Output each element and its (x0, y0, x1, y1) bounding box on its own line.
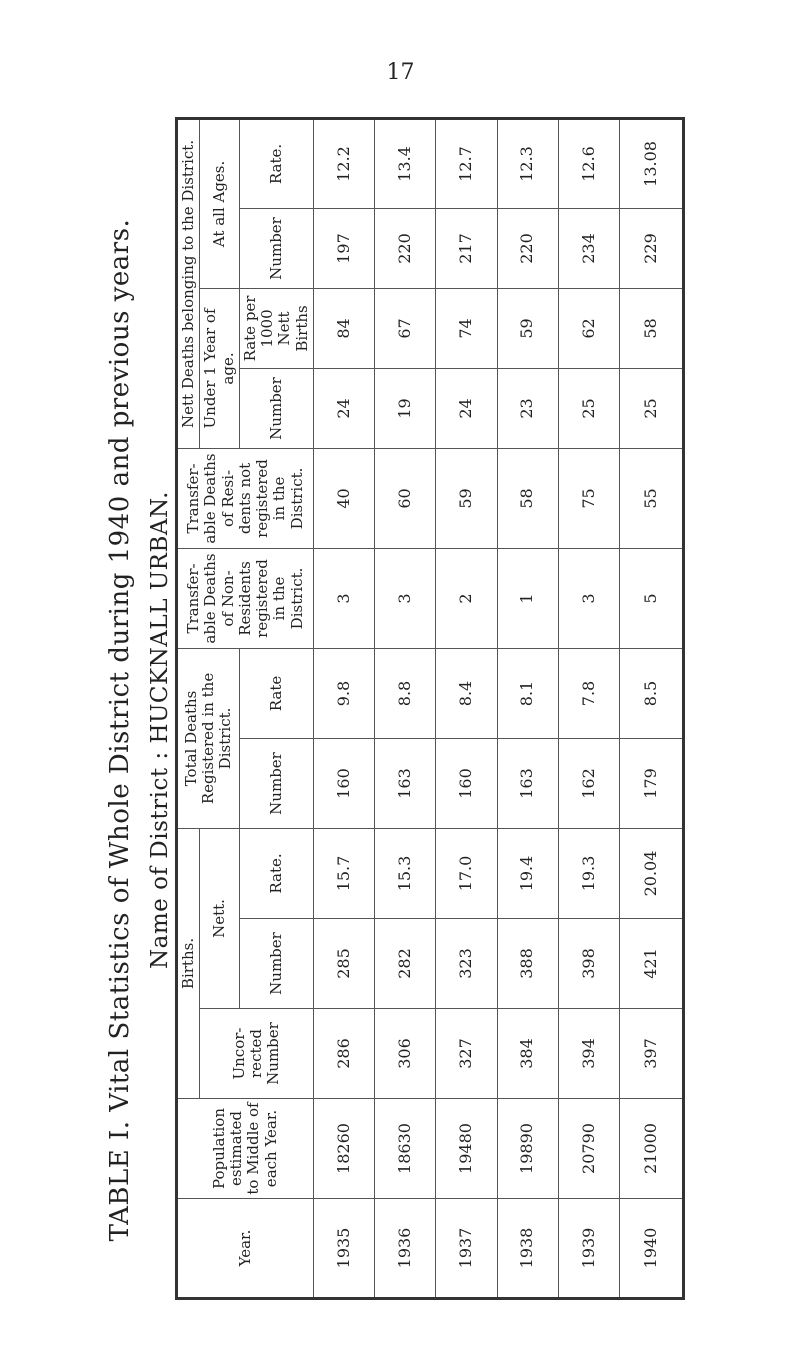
cell-u1-rate: 67 (375, 288, 436, 368)
cell-year: 1935 (313, 1199, 374, 1299)
header-nett-deaths: Nett Deaths belonging to the District. (177, 118, 200, 448)
cell-nett-rate: 15.7 (313, 828, 374, 918)
cell-year: 1939 (558, 1199, 619, 1299)
cell-aa-number: 229 (620, 208, 684, 288)
district-name: Name of District : HUCKNALL URBAN. (147, 491, 173, 969)
header-all-ages-rate: Rate. (239, 118, 313, 208)
cell-aa-number: 234 (558, 208, 619, 288)
cell-u1-rate: 59 (497, 288, 558, 368)
header-under1-number: Number (239, 368, 313, 448)
cell-u1-number: 24 (436, 368, 497, 448)
cell-nett-number: 323 (436, 919, 497, 1009)
table-row (375, 118, 436, 1298)
cell-transfer-res: 60 (375, 448, 436, 548)
cell-u1-number: 25 (620, 368, 684, 448)
header-total-deaths-number: Number (239, 738, 313, 828)
table-wrapper (175, 120, 685, 1300)
cell-year: 1938 (497, 1199, 558, 1299)
cell-nett-rate: 15.3 (375, 828, 436, 918)
cell-population: 20790 (558, 1099, 619, 1199)
cell-transfer-non-res: 2 (436, 548, 497, 648)
cell-nett-number: 282 (375, 919, 436, 1009)
cell-td-number: 163 (497, 738, 558, 828)
cell-u1-rate: 84 (313, 288, 374, 368)
cell-aa-number: 220 (375, 208, 436, 288)
cell-aa-rate: 13.08 (620, 118, 684, 208)
cell-transfer-res: 75 (558, 448, 619, 548)
header-births: Births. (177, 828, 200, 1098)
table-body (313, 118, 683, 1298)
header-under-1-year: Under 1 Year of age. (200, 288, 240, 448)
header-year: Year. (177, 1199, 314, 1299)
cell-u1-number: 19 (375, 368, 436, 448)
cell-population: 21000 (620, 1099, 684, 1199)
cell-td-number: 162 (558, 738, 619, 828)
cell-transfer-res: 40 (313, 448, 374, 548)
page-number: 17 (386, 60, 415, 85)
cell-aa-number: 197 (313, 208, 374, 288)
cell-td-rate: 8.4 (436, 648, 497, 738)
cell-td-rate: 8.8 (375, 648, 436, 738)
cell-transfer-non-res: 3 (313, 548, 374, 648)
cell-uncorrected: 384 (497, 1009, 558, 1099)
cell-population: 18630 (375, 1099, 436, 1199)
cell-transfer-non-res: 3 (375, 548, 436, 648)
table-row (313, 118, 374, 1298)
cell-nett-number: 421 (620, 919, 684, 1009)
header-nett-rate: Rate. (239, 828, 313, 918)
header-nett: Nett. (200, 828, 240, 1008)
header-total-deaths-rate: Rate (239, 648, 313, 738)
cell-nett-number: 398 (558, 919, 619, 1009)
cell-td-number: 163 (375, 738, 436, 828)
cell-uncorrected: 397 (620, 1009, 684, 1099)
cell-transfer-non-res: 5 (620, 548, 684, 648)
header-all-ages-number: Number (239, 208, 313, 288)
header-transfer-non-residents: Transfer-able Deaths of Non-Residents registered in the District. (177, 548, 314, 648)
header-under1-rate: Rate per 1000 Nett Births (239, 288, 313, 368)
header-nett-number: Number (239, 919, 313, 1009)
cell-aa-rate: 12.7 (436, 118, 497, 208)
cell-year: 1936 (375, 1199, 436, 1299)
cell-transfer-res: 55 (620, 448, 684, 548)
cell-td-rate: 8.5 (620, 648, 684, 738)
title-block (60, 160, 180, 1300)
cell-population: 19890 (497, 1099, 558, 1199)
vital-statistics-table (175, 120, 685, 1300)
cell-nett-number: 388 (497, 919, 558, 1009)
cell-uncorrected: 306 (375, 1009, 436, 1099)
cell-uncorrected: 394 (558, 1009, 619, 1099)
cell-year: 1937 (436, 1199, 497, 1299)
cell-transfer-non-res: 3 (558, 548, 619, 648)
table-row (497, 118, 558, 1298)
cell-td-number: 160 (436, 738, 497, 828)
cell-nett-rate: 17.0 (436, 828, 497, 918)
cell-aa-rate: 12.3 (497, 118, 558, 208)
header-total-deaths: Total Deaths Registered in the District. (177, 648, 240, 828)
cell-td-rate: 7.8 (558, 648, 619, 738)
cell-uncorrected: 327 (436, 1009, 497, 1099)
cell-transfer-non-res: 1 (497, 548, 558, 648)
header-all-ages: At all Ages. (200, 118, 240, 288)
cell-nett-number: 285 (313, 919, 374, 1009)
header-transfer-residents: Transfer-able Deaths of Resi-dents not registered in the District. (177, 448, 314, 548)
cell-td-number: 179 (620, 738, 684, 828)
cell-td-rate: 8.1 (497, 648, 558, 738)
table-row (558, 118, 619, 1298)
header-uncorrected: Uncor-rected Number (200, 1009, 314, 1099)
page-title: TABLE I. Vital Statistics of Whole District during 1940 and previous years. (105, 218, 135, 1242)
cell-transfer-res: 58 (497, 448, 558, 548)
cell-aa-number: 217 (436, 208, 497, 288)
cell-u1-number: 25 (558, 368, 619, 448)
cell-nett-rate: 19.4 (497, 828, 558, 918)
cell-u1-rate: 62 (558, 288, 619, 368)
cell-year: 1940 (620, 1199, 684, 1299)
cell-population: 18260 (313, 1099, 374, 1199)
cell-u1-number: 23 (497, 368, 558, 448)
table-row (620, 118, 684, 1298)
cell-u1-number: 24 (313, 368, 374, 448)
cell-u1-rate: 74 (436, 288, 497, 368)
cell-aa-rate: 13.4 (375, 118, 436, 208)
cell-td-rate: 9.8 (313, 648, 374, 738)
cell-transfer-res: 59 (436, 448, 497, 548)
cell-td-number: 160 (313, 738, 374, 828)
cell-nett-rate: 20.04 (620, 828, 684, 918)
cell-aa-rate: 12.6 (558, 118, 619, 208)
cell-u1-rate: 58 (620, 288, 684, 368)
cell-uncorrected: 286 (313, 1009, 374, 1099)
cell-aa-number: 220 (497, 208, 558, 288)
cell-nett-rate: 19.3 (558, 828, 619, 918)
table-row (436, 118, 497, 1298)
cell-aa-rate: 12.2 (313, 118, 374, 208)
header-population: Population estimated to Middle of each Year. (177, 1099, 314, 1199)
cell-population: 19480 (436, 1099, 497, 1199)
